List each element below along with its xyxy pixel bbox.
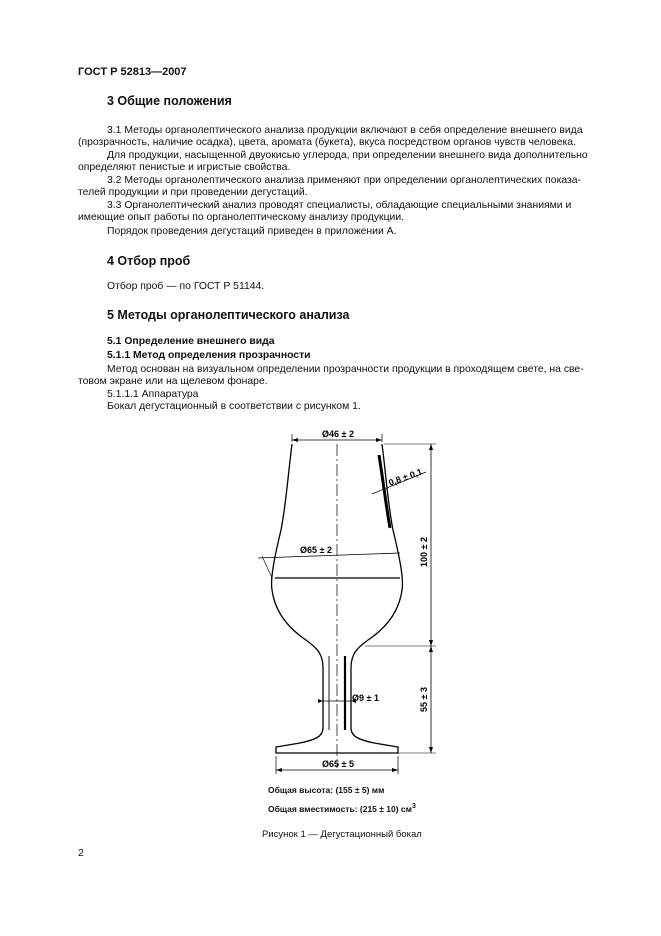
dim-bowl-height: 100 ± 2 xyxy=(419,537,429,567)
dim-top-diameter: Ø46 ± 2 xyxy=(322,429,354,439)
document-code: ГОСТ Р 52813—2007 xyxy=(78,66,187,78)
paragraph-glass-reference: Бокал дегустационный в соответствии с рисунком 1. xyxy=(107,401,361,412)
paragraph-3-2-line-1: 3.2 Методы органолептического анализа применяют при определении органолептических показа- xyxy=(107,175,582,186)
paragraph-3-2-line-2: телей продукции и при проведении дегустаций. xyxy=(78,187,308,198)
section-5-title: 5 Методы органолептического анализа xyxy=(107,308,350,322)
subsection-5-1-title: 5.1 Определение внешнего вида xyxy=(107,336,275,347)
paragraph-3-3-line-2: имеющие опыт работы по органолептическому анализу продукции. xyxy=(78,212,405,223)
page-number: 2 xyxy=(78,848,84,859)
paragraph-sampling: Отбор проб — по ГОСТ Р 51144. xyxy=(107,281,265,292)
paragraph-3-3-line-1: 3.3 Органолептический анализ проводят специалисты, обладающие специальными знаниями и xyxy=(107,200,572,211)
section-3-title: 3 Общие положения xyxy=(107,94,232,108)
dim-base-diameter: Ø65 ± 5 xyxy=(322,759,354,769)
paragraph-co2-line-1: Для продукции, насыщенной двуокисью углерода, при определении внешнего вида дополнительно xyxy=(107,150,588,161)
paragraph-method-line-2: товом экране или на щелевом фонаре. xyxy=(78,376,268,387)
figure-total-volume: Общая вместимость: (215 ± 10) $см^3$ xyxy=(268,803,416,814)
paragraph-tasting-order: Порядок проведения дегустаций приведен в приложении А. xyxy=(107,226,397,237)
paragraph-method-line-1: Метод основан на визуальном определении прозрачности продукции в проходящем свете, на све- xyxy=(107,364,584,375)
glass-outline-right xyxy=(337,444,402,753)
subsection-5-1-1-1-title: 5.1.1.1 Аппаратура xyxy=(107,389,199,400)
paragraph-co2-line-2: определяют пенистые и игристые свойства. xyxy=(78,162,291,173)
figure-total-height: Общая высота: (155 ± 5) мм xyxy=(268,785,385,795)
subsection-5-1-1-title: 5.1.1 Метод определения прозрачности xyxy=(107,350,311,361)
dim-stem-height: 55 ± 3 xyxy=(419,687,429,712)
figure-caption: Рисунок 1 — Дегустационный бокал xyxy=(262,829,422,840)
glass-outline-left xyxy=(272,444,337,753)
section-4-title: 4 Отбор проб xyxy=(107,254,191,268)
paragraph-3-1-line-1: 3.1 Методы органолептического анализа продукции включают в себя определение внешнего вида xyxy=(107,125,583,136)
dim-stem-diameter: Ø9 ± 1 xyxy=(352,693,379,703)
paragraph-3-1-line-2: (прозрачность, наличие осадка), цвета, аромата (букета), вкуса посредством органов чувств человека. xyxy=(78,137,576,148)
dim-bowl-diameter: Ø65 ± 2 xyxy=(300,545,332,555)
dim-wall-thickness: 0,8 ± 0,1 xyxy=(387,466,424,488)
